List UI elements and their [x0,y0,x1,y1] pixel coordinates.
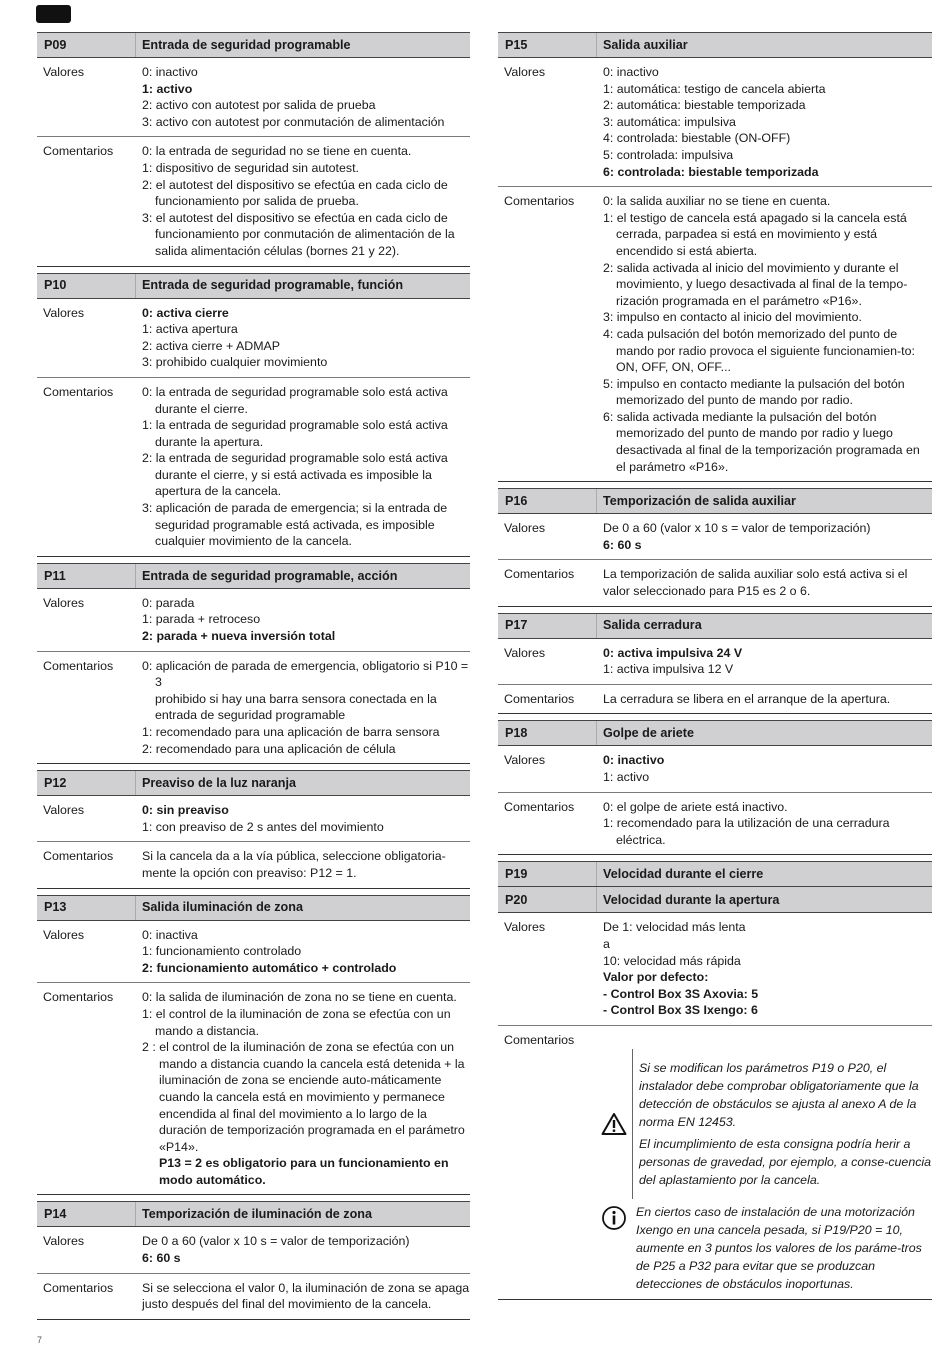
warning-text [632,1049,932,1199]
value-item: 10: velocidad más rápida [603,953,741,968]
comment-item: 3: el autotest del dispositivo se efectúa en cada ciclo de funcionamiento por conmutación de alimentación de la salida alimentación células (bornes 21 y 22). [142,210,455,258]
param-header [37,770,470,796]
comment-item: 2: recomendado para una aplicación de célula [142,741,396,756]
comment-item: 2: salida activada al inicio del movimiento y durante el movimiento, y luego desactivada al final de la tempo-rización programada en el parámetro «P16». [603,260,908,308]
comment-item: 2: el autotest del dispositivo se efectúa en cada ciclo de funcionamiento por salida de prueba. [142,177,448,209]
value-item: 1: con preaviso de 2 s antes del movimiento [142,819,384,834]
param-p10 [37,273,470,557]
section-tab-marker [36,5,71,23]
param-title: Golpe de ariete [603,726,694,741]
valores-list [597,520,932,553]
param-header [37,563,470,589]
warning-paragraph: El incumplimiento de esta consigna podría herir a personas de gravedad, por ejemplo, a conse-cuencia del aplastamiento por la cancela. [639,1136,932,1187]
value-item-default: 6: controlada: biestable temporizada [603,164,819,179]
value-item-default: Valor por defecto: [603,970,709,985]
param-header [498,887,932,913]
valores-list [136,595,470,645]
value-item: 1: activa impulsiva 12 V [603,662,734,677]
value-item-default: 0: inactivo [603,753,665,768]
valores-label: Valores [504,521,546,536]
param-p17 [498,613,932,715]
valores-list [136,802,470,835]
comentarios-label: Comentarios [43,144,114,159]
right-column [498,32,932,1306]
param-title: Temporización de iluminación de zona [142,1207,372,1222]
value-item: De 0 a 60 (valor x 10 s = valor de temporización) [603,521,871,536]
comentarios-list [136,658,470,758]
valores-label: Valores [504,753,546,768]
param-p16 [498,488,932,606]
valores-label: Valores [43,1234,85,1249]
param-title: Velocidad durante el cierre [603,867,764,882]
comment-item: 4: cada pulsación del botón memorizado del punto de mando por radio provoca el siguiente funcionamien-to: ON, OFF, ON, OFF... [603,326,915,375]
comentarios-list [136,1280,470,1313]
value-item: 0: inactiva [142,927,198,942]
value-item: 1: funcionamiento controlado [142,944,302,959]
comentarios-label: Comentarios [504,1032,575,1047]
valores-label: Valores [504,65,546,79]
param-title: Temporización de salida auxiliar [603,493,796,508]
param-title: Salida iluminación de zona [142,900,303,915]
valores-label: Valores [504,920,546,935]
param-p12 [37,770,470,888]
comment-item: 2: la entrada de seguridad programable solo está activa durante el cierre, y si está activada es imposible la apertura de la cancela. [142,451,448,499]
valores-label: Valores [43,927,85,942]
param-p13 [37,895,470,1196]
param-title: Entrada de seguridad programable, acción [142,568,398,583]
page-number: 7 [37,1335,43,1345]
comentarios-list [597,799,932,849]
warning-paragraph: Si se modifican los parámetros P19 o P20, el instalador debe comprobar obligatoriamente que la detección de obstáculos se ajusta al anexo A de la norma EN 12453. [639,1060,919,1129]
info-text: En ciertos caso de instalación de una motorización Ixengo en una cancela pesada, si P19/P20 = 10, aumente en 3 puntos los valores de los paráme-tros de P25 a P32 para evitar que se produzcan detecciones de obstáculos inoportunas. [636,1204,922,1291]
param-code: P13 [37,896,136,920]
param-header [498,32,932,58]
value-item: 5: controlada: impulsiva [603,147,734,162]
param-code: P09 [37,33,136,57]
comentarios-label: Comentarios [504,691,575,706]
param-code: P19 [498,862,597,886]
param-header [498,720,932,746]
comentarios-label: Comentarios [504,194,575,209]
value-item-default: 0: activa impulsiva 24 V [603,645,743,660]
value-item-default: - Control Box 3S Ixengo: 6 [603,1003,758,1018]
value-item: De 1: velocidad más lenta [603,920,746,935]
value-item: 4: controlada: biestable (ON-OFF) [603,131,791,146]
param-code: P20 [498,887,597,912]
comment-item: 0: la salida de iluminación de zona no se tiene en cuenta. [142,990,457,1005]
left-column [37,32,470,1326]
comentarios-label: Comentarios [504,799,575,814]
value-item: 1: parada + retroceso [142,612,261,627]
param-header [37,1201,470,1227]
param-code: P16 [498,489,597,513]
comment-item: 6: salida activada mediante la pulsación del botón memorizado del punto de mando por radio y luego desactivada al final de la temporización programada en el parámetro «P16». [603,409,920,474]
info-note [598,1203,932,1293]
value-item: 1: activa apertura [142,322,238,337]
value-item: 1: activo [603,770,650,784]
param-p19-p20 [498,861,932,1299]
param-code: P10 [37,274,136,298]
valores-label: Valores [43,65,85,79]
param-header [498,488,932,514]
value-item-default: 6: 60 s [603,537,642,552]
param-header [498,861,932,887]
param-title: Velocidad durante la apertura [603,892,780,907]
param-p11 [37,563,470,764]
value-item: a [603,936,610,951]
warning-note [498,1049,932,1199]
comment-item: 1: la entrada de seguridad programable solo está activa durante la apertura. [142,418,448,449]
param-title: Entrada de seguridad programable, función [142,278,404,293]
value-item: 0: inactivo [603,65,659,79]
comentarios-list [136,143,470,259]
comment-item: La cerradura se libera en el arranque de la apertura. [603,691,891,706]
comment-item: 0: aplicación de parada de emergencia, obligatorio si P10 = 3 [142,658,469,690]
comment-item: 5: impulso en contacto mediante la pulsación del botón memorizado del punto de mando por radio. [603,376,905,408]
comment-item: 1: recomendado para una aplicación de barra sensora [142,725,440,739]
comentarios-list [597,566,932,599]
param-code: P17 [498,614,597,638]
comment-item: 1: recomendado para la utilización de una cerradura eléctrica. [603,816,890,847]
value-item: De 0 a 60 (valor x 10 s = valor de temporización) [142,1234,410,1249]
valores-list [136,1233,470,1266]
comment-item: 0: el golpe de ariete está inactivo. [603,799,788,814]
param-code: P12 [37,771,136,795]
comment-item: Si se selecciona el valor 0, la iluminación de zona se apaga justo después del final del movimiento de la cancela. [142,1280,470,1312]
param-p09 [37,32,470,267]
value-item: 1: automática: testigo de cancela abierta [603,81,826,96]
value-item: 0: inactivo [142,65,198,79]
value-item: 2: automática: biestable temporizada [603,98,806,113]
param-title: Salida cerradura [603,618,702,633]
value-item-default: 0: activa cierre [142,305,229,320]
comment-item-bold: P13 = 2 es obligatorio para un funcionamiento en modo automático. [159,1156,449,1187]
comment-item: 0: la salida auxiliar no se tiene en cuenta. [603,194,831,209]
comment-item: 1: el testigo de cancela está apagado si la cancela está cerrada, parpadea si está en movimiento y está encendido si está abierta. [603,210,907,258]
value-item: 3: automática: impulsiva [603,114,736,129]
valores-label: Valores [504,645,546,660]
comment-item: prohibido si hay una barra sensora conectada en la entrada de seguridad programable [155,691,437,723]
value-item: 3: prohibido cualquier movimiento [142,355,328,370]
param-code: P15 [498,33,597,57]
comment-item: 1: el control de la iluminación de zona se efectúa con un mando a distancia. [142,1006,451,1038]
value-item: 3: activo con autotest por conmutación de alimentación [142,114,445,129]
value-item: 2: activa cierre + ADMAP [142,338,281,353]
param-title: Preaviso de la luz naranja [142,775,296,790]
comment-item: 0: la entrada de seguridad programable solo está activa durante el cierre. [142,384,448,416]
comment-item: 1: dispositivo de seguridad sin autotest. [142,160,359,175]
comentarios-label: Comentarios [43,849,114,864]
comentarios-label: Comentarios [43,384,114,399]
param-title: Salida auxiliar [603,37,688,52]
comment-item: 2 : el control de la iluminación de zona se efectúa con un mando a distancia cuando la cancela está detenida + la iluminación de zona se enciende auto-máticamente cuando la cancela está en movimiento y permanece encendida al final del movimiento a lo largo de la duración de temporización programada en el parámetro «P14». [142,1040,465,1154]
comment-item: 3: aplicación de parada de emergencia; si la entrada de seguridad programable está activada, es imposible cualquier movimiento de la cancela. [142,501,448,549]
valores-list [136,64,470,130]
comment-item: La temporización de salida auxiliar solo está activa si el valor seleccionado para P15 es 2 o 6. [603,567,908,599]
valores-label: Valores [43,305,85,320]
comentarios-label: Comentarios [43,990,114,1005]
param-header [37,895,470,921]
param-p15 [498,32,932,482]
param-header [37,32,470,58]
valores-label: Valores [43,803,85,818]
valores-list [597,645,932,678]
warning-icon [598,1112,630,1136]
valores-list [597,752,932,785]
value-item-default: 6: 60 s [142,1251,181,1266]
comentarios-label: Comentarios [43,1280,114,1295]
comment-item: Si la cancela da a la vía pública, seleccione obligatoria-mente la opción con preaviso: P12 = 1. [142,849,446,880]
valores-list [597,919,932,1019]
comentarios-list [136,848,470,881]
valores-list [136,305,470,371]
param-p18 [498,720,932,855]
comentarios-label: Comentarios [504,567,575,582]
comentarios-list [136,384,470,550]
value-item-default: 0: sin preaviso [142,803,229,818]
comment-item: 3: impulso en contacto al inicio del movimiento. [603,310,862,325]
param-code: P14 [37,1202,136,1226]
comentarios-list [597,691,932,708]
value-item-default: 2: parada + nueva inversión total [142,629,336,644]
value-item: 0: parada [142,595,195,610]
value-item-default: 1: activo [142,81,193,96]
valores-list [597,64,932,180]
param-header [37,273,470,299]
param-code: P11 [37,564,136,588]
value-item-default: 2: funcionamiento automático + controlado [142,960,397,975]
valores-list [136,927,470,977]
comentarios-list [136,989,470,1188]
value-item: 2: activo con autotest por salida de prueba [142,98,376,113]
info-icon [598,1203,630,1293]
value-item-default: - Control Box 3S Axovia: 5 [603,986,759,1001]
param-header [498,613,932,639]
comentarios-list [597,193,932,475]
comentarios-label: Comentarios [43,658,114,673]
param-code: P18 [498,721,597,745]
param-title: Entrada de seguridad programable [142,37,351,52]
valores-label: Valores [43,595,85,610]
comment-item: 0: la entrada de seguridad no se tiene en cuenta. [142,144,412,159]
param-p14 [37,1201,470,1319]
